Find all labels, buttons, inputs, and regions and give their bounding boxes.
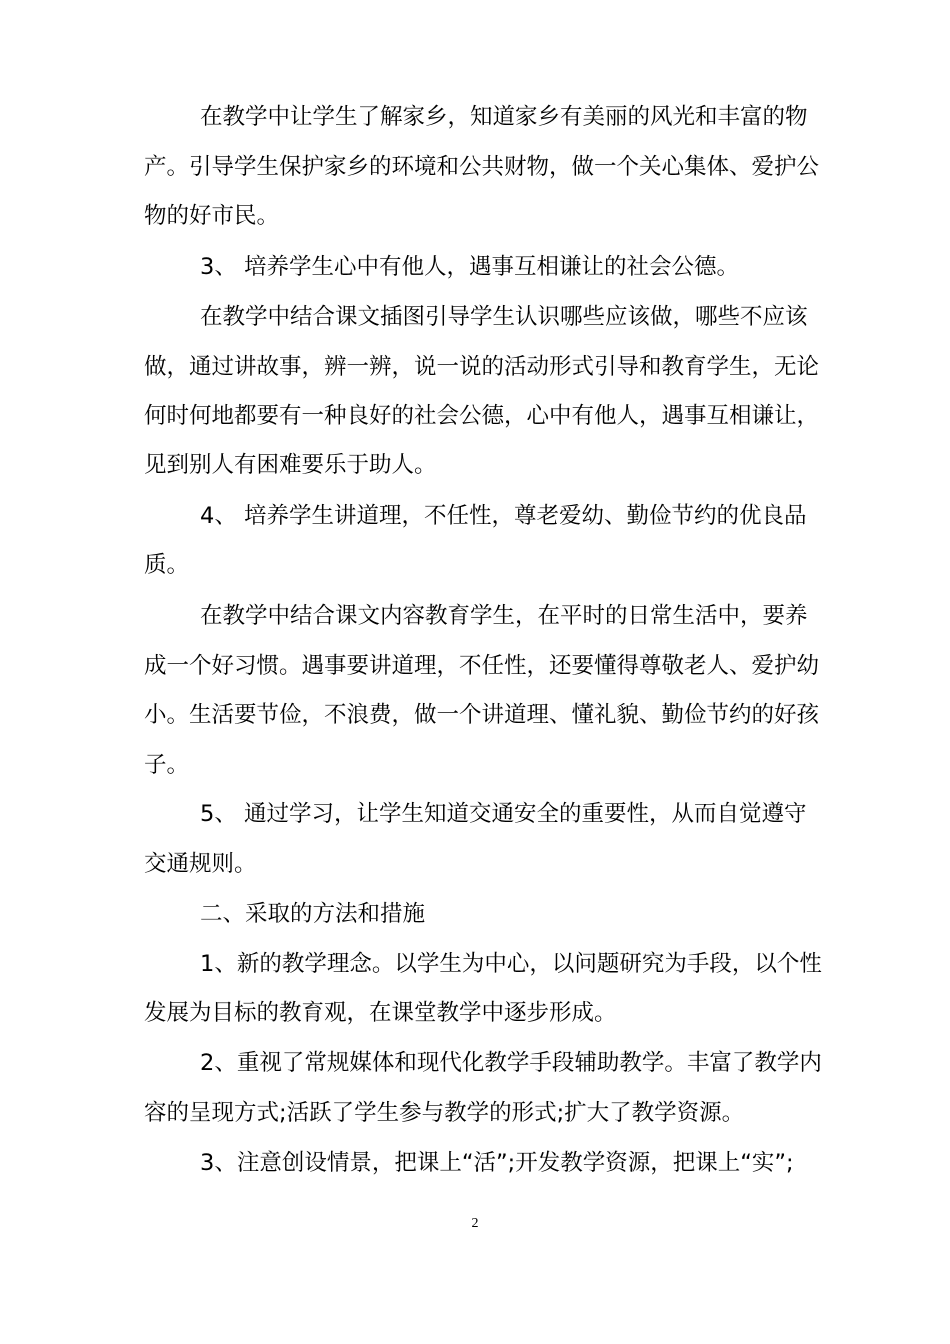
text-line: 在教学中让学生了解家乡，知道家乡有美丽的风光和丰富的物	[200, 104, 808, 130]
text-line: 何时何地都要有一种良好的社会公德，心中有他人，遇事互相谦让，	[144, 403, 820, 429]
section-heading: 二、采取的方法和措施	[200, 901, 426, 927]
text-line: 物的好市民。	[144, 203, 280, 229]
text-line: 成一个好习惯。遇事要讲道理，不任性，还要懂得尊敬老人、爱护幼	[144, 653, 820, 679]
text-line: 质。	[144, 552, 190, 578]
text-line: 在教学中结合课文插图引导学生认识哪些应该做，哪些不应该	[200, 304, 808, 330]
page-number: 2	[471, 1216, 479, 1231]
text-line: 2、重视了常规媒体和现代化教学手段辅助教学。丰富了教学内	[200, 1050, 822, 1076]
text-line: 产。引导学生保护家乡的环境和公共财物，做一个关心集体、爱护公	[144, 154, 820, 180]
text-line: 子。	[144, 752, 190, 778]
text-line: 1、新的教学理念。以学生为中心，以问题研究为手段，以个性	[200, 951, 822, 977]
text-line: 5、 通过学习，让学生知道交通安全的重要性，从而自觉遵守	[200, 801, 807, 827]
text-line: 4、 培养学生讲道理，不任性，尊老爱幼、勤俭节约的优良品	[200, 503, 807, 529]
text-line: 在教学中结合课文内容教育学生，在平时的日常生活中，要养	[200, 603, 808, 629]
text-line: 小。生活要节俭，不浪费，做一个讲道理、懂礼貌、勤俭节约的好孩	[144, 702, 820, 728]
text-line: 见到别人有困难要乐于助人。	[144, 452, 437, 478]
text-line: 做，通过讲故事，辨一辨，说一说的活动形式引导和教育学生，无论	[144, 354, 820, 380]
text-line: 3、 培养学生心中有他人，遇事互相谦让的社会公德。	[200, 254, 739, 280]
text-line: 容的呈现方式;活跃了学生参与教学的形式;扩大了教学资源。	[144, 1100, 745, 1126]
text-line: 3、注意创设情景，把课上“活”;开发教学资源，把课上“实”;	[200, 1150, 794, 1176]
text-line: 交通规则。	[144, 851, 257, 877]
text-line: 发展为目标的教育观，在课堂教学中逐步形成。	[144, 1000, 617, 1026]
